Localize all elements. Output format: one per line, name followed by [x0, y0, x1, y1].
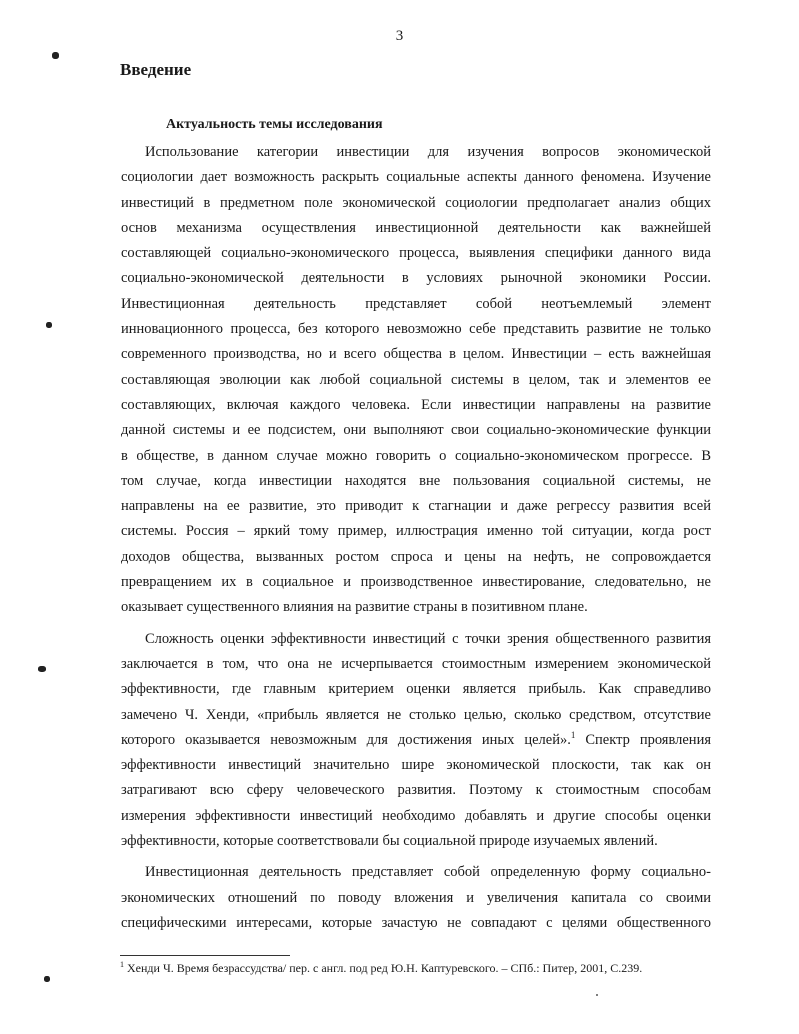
- page-heading: Введение: [120, 60, 192, 79]
- text-line: эффективности инвестиций значительно шире экономической плоскости, так как он: [121, 757, 711, 774]
- text-line: основ механизма осуществления инвестиционной деятельности как важнейшей: [121, 219, 711, 236]
- text-line: оказывает существенного влияния на развитие страны в позитивном плане.: [121, 599, 588, 616]
- text-line: инвестиций в предметном поле экономической социологии предполагает анализ общих: [121, 194, 711, 211]
- text-line: заключается в том, что она не исчерпывается стоимостным измерением экономической: [121, 655, 711, 672]
- text-line: специфическими интересами, которые зачастую не совпадают с целями общественного: [121, 914, 711, 931]
- scan-mark: [52, 52, 59, 59]
- text-line: современного производства, но и всего общества в целом. Инвестиции – есть важнейшая: [121, 346, 711, 363]
- text-line-with-footnote-ref: [121, 728, 711, 753]
- section-subheading: Актуальность темы исследования: [166, 117, 383, 132]
- footnote-mark: 1: [120, 960, 124, 969]
- footnote: [120, 960, 642, 976]
- text-line: экономических отношений по поводу вложения и увеличения капитала со своими: [121, 889, 711, 906]
- text-line: Использование категории инвестиции для изучения вопросов экономической: [145, 144, 711, 160]
- text-line: системы. Россия – яркий тому пример, иллюстрация именно той ситуации, когда рост: [121, 523, 711, 540]
- body-text: [121, 140, 711, 936]
- footnote-text: Хенди Ч. Время безрассудства/ пер. с англ. под ред Ю.Н. Каптуревского. – СПб.: Питер, 2001, С.239.: [124, 961, 643, 975]
- footnote-divider: [120, 955, 290, 956]
- text-line: измерения эффективности инвестиций необходимо добавлять и другие способы оценки: [121, 807, 711, 824]
- text-line: эффективности, где главным критерием оценки является прибыль. Как справедливо: [121, 681, 711, 698]
- text-line: превращением их в социальное и производственное инвестирование, следовательно, не: [121, 574, 711, 591]
- text-line: составляющая эволюции как любой социальной системы в целом, так и элементов ее: [121, 371, 711, 388]
- text-fragment: Спектр проявления: [575, 731, 711, 748]
- text-line: социально-экономической деятельности в условиях рыночной экономики России.: [121, 270, 711, 287]
- text-line: замечено Ч. Хенди, «прибыль является не столько целью, сколько средством, отсутствие: [121, 706, 711, 723]
- text-line: доходов общества, вызванных ростом спроса и цены на нефть, не сопровождается: [121, 548, 711, 565]
- text-line: составляющей социально-экономического процесса, выявления специфики данного вида: [121, 245, 711, 262]
- text-line: инновационного процесса, без которого невозможно себе представить развитие не только: [121, 321, 711, 338]
- text-fragment: которого оказывается невозможным для достижения иных целей».: [121, 731, 571, 748]
- scan-mark: [46, 322, 52, 328]
- footnote-reference: 1: [570, 730, 576, 740]
- text-line: затрагивают всю сферу человеческого развития. Поэтому к стоимостным способам: [121, 782, 711, 799]
- paragraph-2: [121, 627, 711, 855]
- paragraph-3: [121, 860, 711, 936]
- scan-mark: [44, 976, 50, 982]
- scan-mark: [38, 666, 46, 672]
- text-line: Инвестиционная деятельность представляет собой неотъемлемый элемент: [121, 295, 711, 312]
- text-line: составляющих, включая каждого человека. Если инвестиции направлены на развитие: [121, 396, 711, 413]
- text-line: том случае, когда инвестиции находятся вне пользования социальной системы, не: [121, 472, 711, 489]
- text-line: Сложность оценки эффективности инвестиций с точки зрения общественного развития: [145, 630, 711, 647]
- text-line: эффективности, которые соответствовали бы социальной природе изучаемых явлений.: [121, 833, 658, 850]
- page-number: 3: [395, 28, 404, 44]
- scan-speck: [596, 994, 598, 996]
- text-line: Инвестиционная деятельность представляет собой определенную форму социально-: [145, 864, 711, 881]
- text-line: в обществе, в данном случае можно говорить о социально-экономическом прогрессе. В: [121, 447, 711, 464]
- text-line: направлены на ее развитие, это приводит к стагнации и даже регрессу развития всей: [121, 498, 711, 515]
- paragraph-1: [121, 140, 711, 621]
- text-line: социологии дает возможность раскрыть социальные аспекты данного феномена. Изучение: [121, 169, 711, 186]
- text-line: данной системы и ее подсистем, они выполняют свои социально-экономические функции: [121, 422, 711, 439]
